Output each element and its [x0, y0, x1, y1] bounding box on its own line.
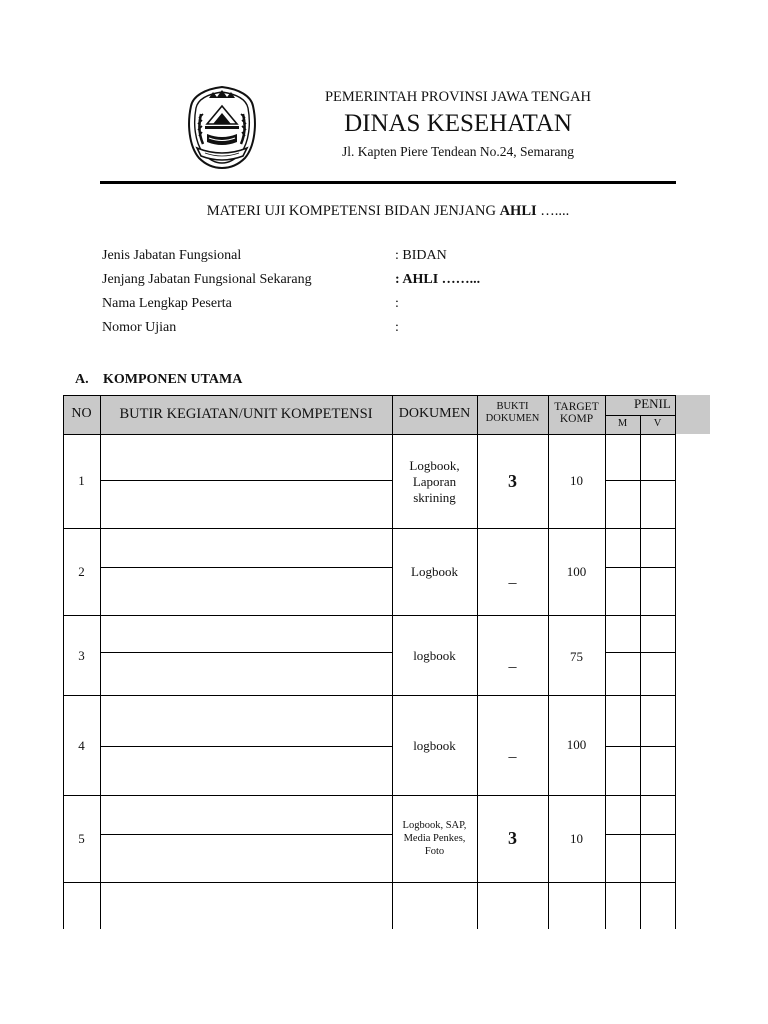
table-butir-split: [100, 567, 393, 568]
row-2-target: 100: [566, 564, 587, 579]
table-col-line: [675, 395, 676, 929]
row-2-dokumen: Logbook: [411, 564, 458, 579]
row-1-target: 10: [570, 473, 583, 488]
table-row-line: [63, 615, 676, 616]
row-4-dokumen: logbook: [413, 738, 456, 753]
table-butir-split: [100, 746, 393, 747]
header-m: M: [617, 418, 628, 429]
section-title: KOMPONEN UTAMA: [103, 372, 243, 387]
table-butir-split: [100, 834, 393, 835]
header-address: Jl. Kapten Piere Tendean No.24, Semarang: [342, 144, 574, 159]
header-government: PEMERINTAH PROVINSI JAWA TENGAH: [324, 89, 592, 105]
header-divider: [100, 181, 676, 184]
row-2-bukti: _: [508, 569, 517, 586]
table-penil-split: [605, 746, 676, 747]
table-penil-split: [605, 834, 676, 835]
info-label-jenis: Jenis Jabatan Fungsional: [102, 248, 242, 263]
row-5-target: 10: [570, 831, 583, 846]
document-title-level: AHLI: [499, 203, 537, 219]
table-col-line: [640, 415, 641, 929]
header-dokumen: DOKUMEN: [398, 406, 471, 421]
table-subheader-line: [605, 415, 676, 416]
row-3-target: 75: [570, 649, 583, 664]
section-heading: [75, 372, 242, 388]
row-4-bukti: _: [508, 743, 517, 760]
row-3-no: 3: [78, 648, 85, 663]
table-row-line: [63, 434, 676, 435]
header-target-2: KOMP: [559, 413, 594, 425]
header-butir: BUTIR KEGIATAN/UNIT KOMPETENSI: [119, 406, 373, 422]
table-row-line: [63, 528, 676, 529]
header-bukti-2: DOKUMEN: [485, 413, 540, 424]
header-department: DINAS KESEHATAN: [344, 110, 572, 137]
info-value-jenis: : BIDAN: [395, 248, 447, 263]
row-1-no: 1: [78, 473, 85, 488]
row-2-no: 2: [78, 564, 85, 579]
row-3-dokumen: logbook: [413, 648, 456, 663]
table-row-line: [63, 395, 676, 396]
info-value-nomor: :: [395, 320, 399, 335]
header-target-1: TARGET: [554, 401, 599, 413]
header-bukti-1: BUKTI: [496, 401, 529, 412]
table-butir-split: [100, 652, 393, 653]
row-5-no: 5: [78, 831, 85, 846]
document-title-suffix: …....: [536, 203, 570, 219]
info-label-nomor: Nomor Ujian: [102, 320, 177, 335]
header-penil: PENIL: [634, 396, 671, 411]
row-4-no: 4: [78, 738, 85, 753]
table-col-line: [605, 395, 606, 929]
row-4-target: 100: [566, 737, 587, 752]
province-seal-logo: [183, 84, 261, 170]
document-title-prefix: MATERI UJI KOMPETENSI BIDAN JENJANG: [206, 203, 500, 219]
table-row-line: [63, 795, 676, 796]
document-title: [100, 203, 676, 220]
table-col-line: [100, 395, 101, 929]
row-1-dokumen: Logbook, Laporan skrining: [409, 458, 460, 505]
row-1-bukti: 3: [508, 471, 517, 491]
section-letter: A.: [75, 372, 89, 387]
row-5-dokumen: Logbook, SAP, Media Penkes, Foto: [402, 820, 467, 857]
table-header-overflow: [676, 395, 710, 434]
table-row-line: [63, 882, 676, 883]
row-3-bukti: _: [508, 653, 517, 670]
info-label-nama: Nama Lengkap Peserta: [102, 296, 232, 311]
table-penil-split: [605, 652, 676, 653]
row-5-bukti: 3: [508, 828, 517, 848]
table-penil-split: [605, 480, 676, 481]
header-no: NO: [71, 406, 92, 421]
table-row-line: [63, 695, 676, 696]
header-v: V: [653, 418, 662, 429]
info-label-jenjang: Jenjang Jabatan Fungsional Sekarang: [102, 272, 312, 287]
table-penil-split: [605, 567, 676, 568]
info-value-jenjang: : AHLI ……...: [395, 272, 481, 287]
info-value-nama: :: [395, 296, 399, 311]
table-butir-split: [100, 480, 393, 481]
